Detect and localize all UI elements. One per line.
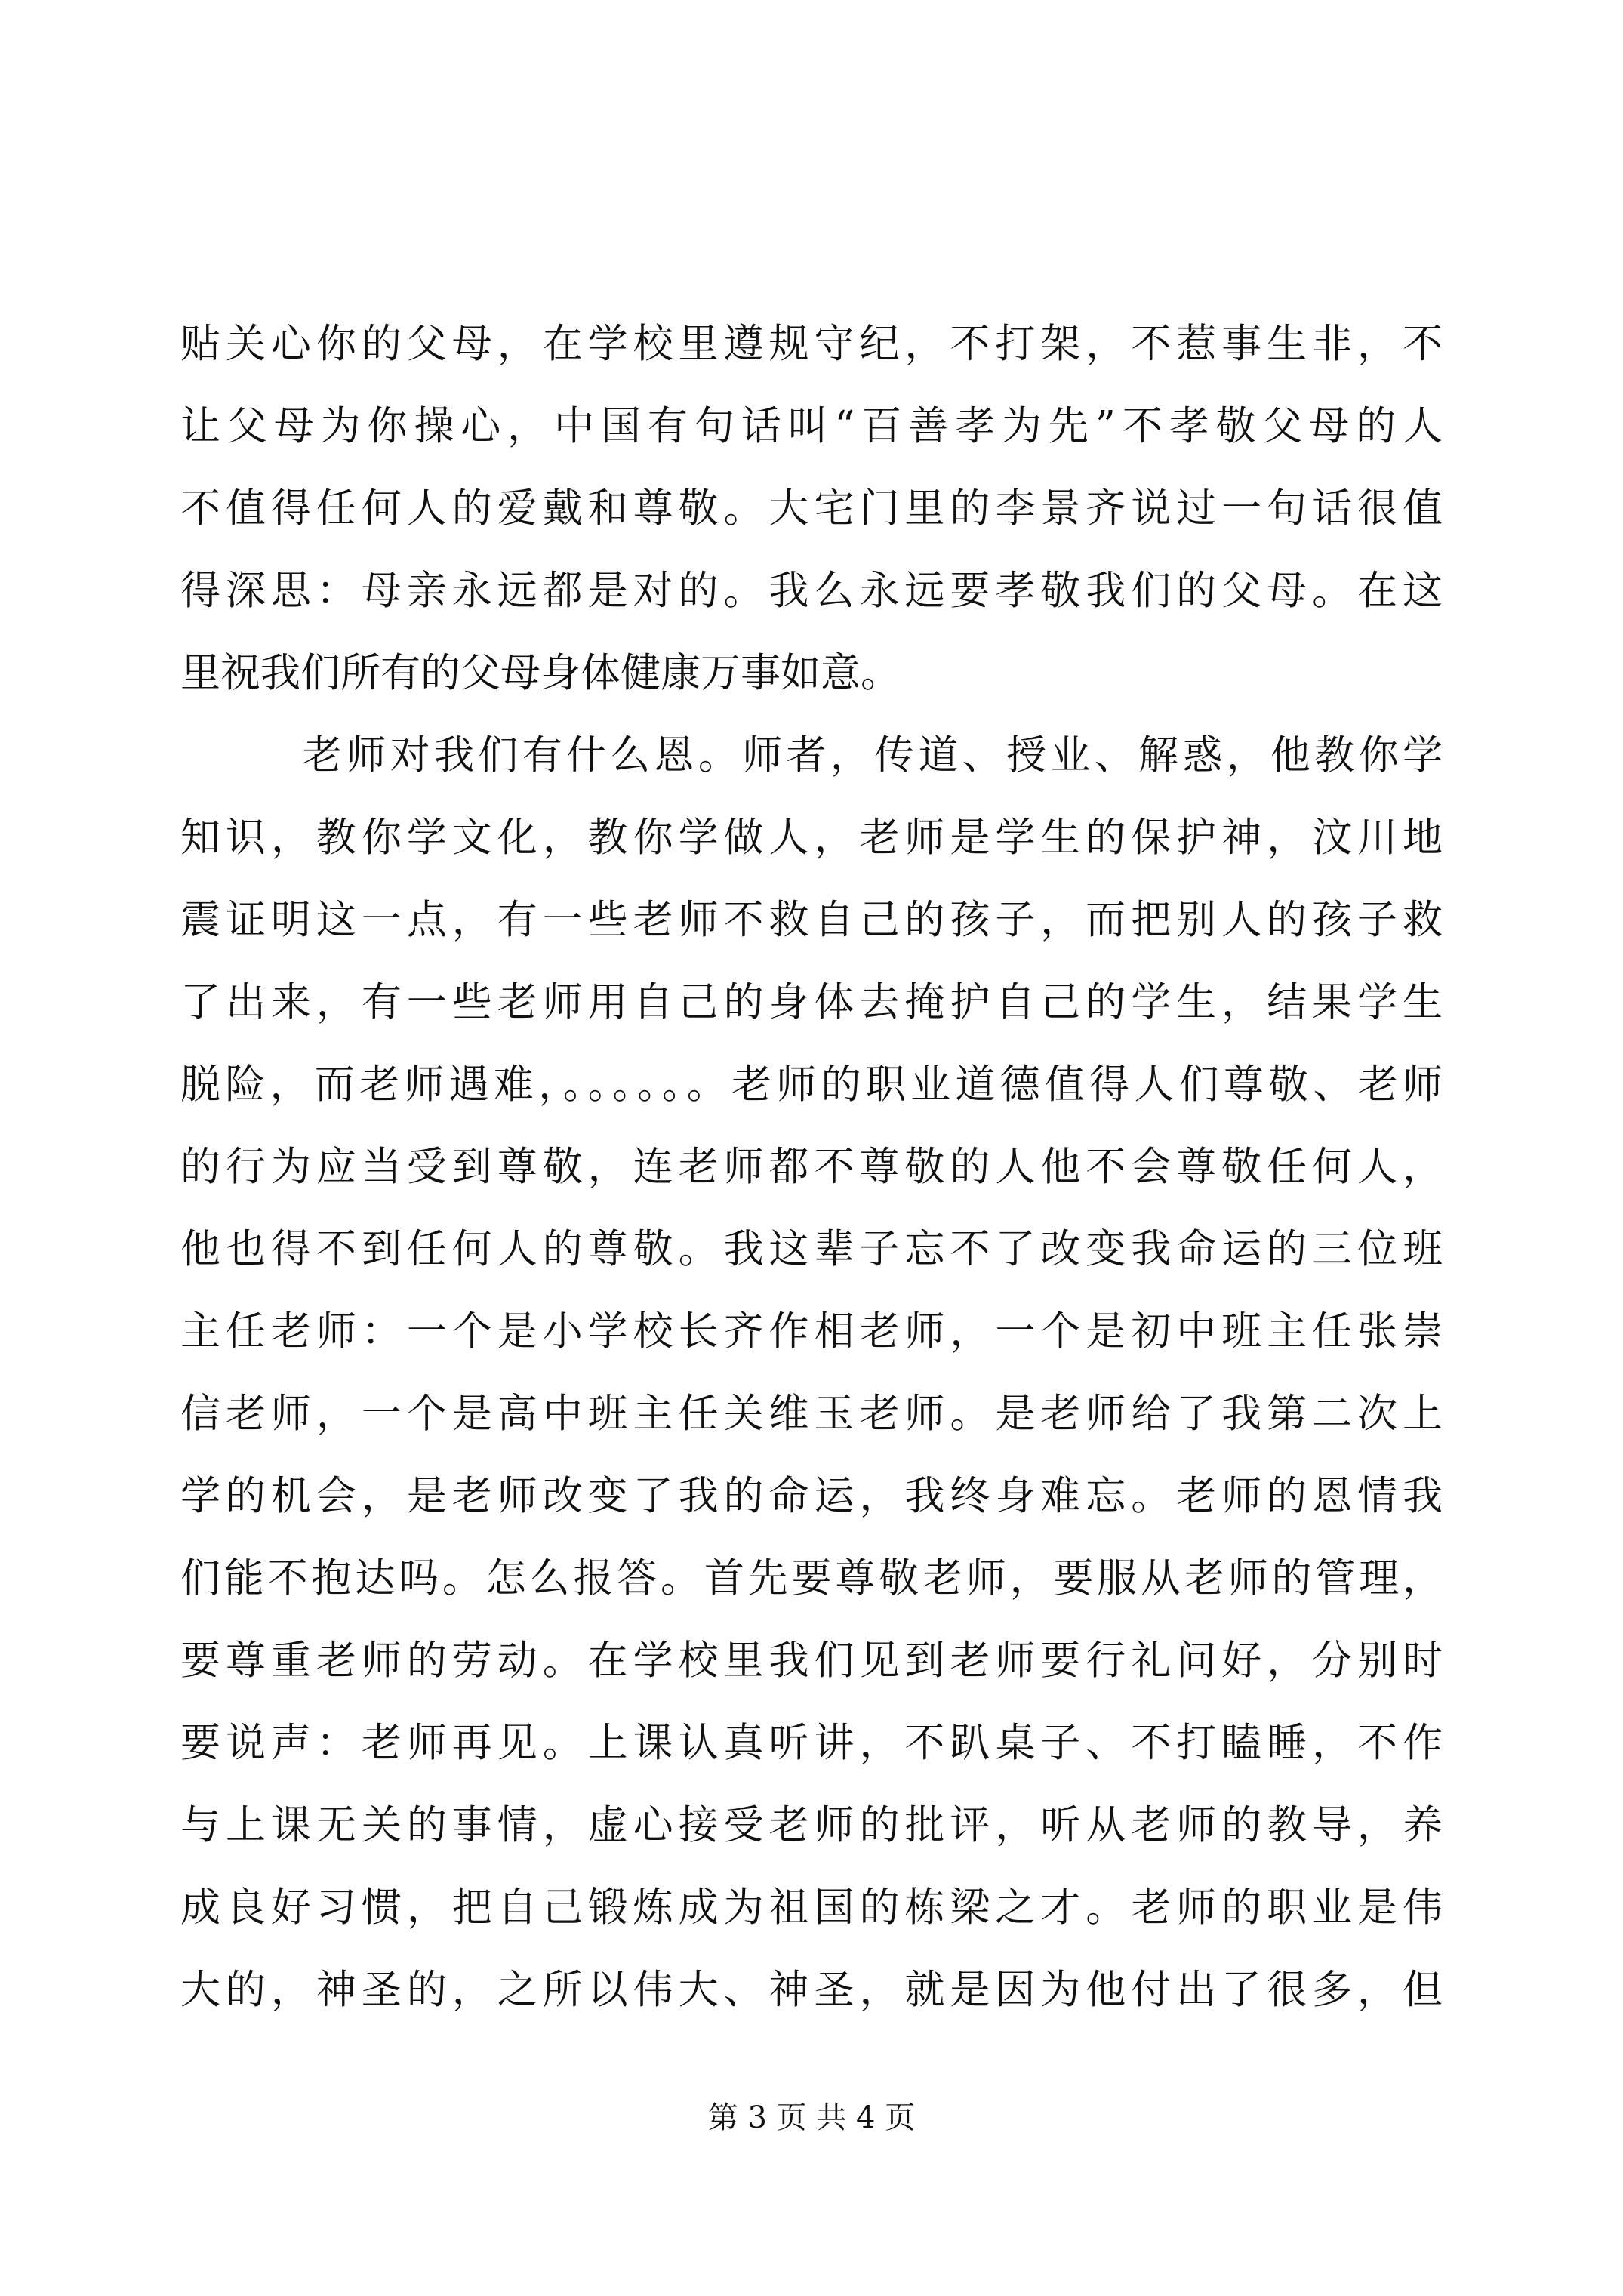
page-footer: 第 3 页 共 4 页	[707, 2100, 916, 2135]
text-line: 了出来，有一些老师用自己的身体去掩护自己的学生，结果学生	[180, 979, 1443, 1025]
text-line: 让父母为你操心，中国有句话叫“百善孝为先”不孝敬父母的人	[180, 403, 1443, 449]
text-line: 主任老师：一个是小学校长齐作相老师，一个是初中班主任张崇	[180, 1308, 1443, 1354]
text-line: 得深思：母亲永远都是对的。我么永远要孝敬我们的父母。在这	[180, 568, 1443, 614]
text-line: 们能不抱达吗。怎么报答。首先要尊敬老师，要服从老师的管理，	[180, 1555, 1443, 1601]
text-line: 贴关心你的父母，在学校里遵规守纪，不打架，不惹事生非，不	[180, 321, 1443, 367]
text-line: 脱险，而老师遇难，。。。。。。老师的职业道德值得人们尊敬、老师	[180, 1062, 1443, 1108]
text-line: 与上课无关的事情，虚心接受老师的批评，听从老师的教导，养	[180, 1802, 1443, 1848]
text-line: 成良好习惯，把自己锻炼成为祖国的栋梁之才。老师的职业是伟	[180, 1885, 1443, 1931]
text-line: 要说声：老师再见。上课认真听讲，不趴桌子、不打瞌睡，不作	[180, 1720, 1443, 1766]
text-line: 他也得不到任何人的尊敬。我这辈子忘不了改变我命运的三位班	[180, 1226, 1443, 1272]
text-line: 不值得任何人的爱戴和尊敬。大宅门里的李景齐说过一句话很值	[180, 485, 1443, 532]
text-line: 信老师，一个是高中班主任关维玉老师。是老师给了我第二次上	[180, 1391, 1443, 1437]
text-line: 老师对我们有什么恩。师者，传道、授业、解惑，他教你学	[302, 732, 1443, 778]
text-line: 的行为应当受到尊敬，连老师都不尊敬的人他不会尊敬任何人，	[180, 1144, 1443, 1190]
text-line: 大的，神圣的，之所以伟大、神圣，就是因为他付出了很多，但	[180, 1967, 1443, 2013]
text-line: 里祝我们所有的父母身体健康万事如意。	[180, 650, 901, 696]
text-line: 学的机会，是老师改变了我的命运，我终身难忘。老师的恩情我	[180, 1473, 1443, 1519]
text-line: 震证明这一点，有一些老师不救自己的孩子，而把别人的孩子救	[180, 897, 1443, 943]
text-line: 要尊重老师的劳动。在学校里我们见到老师要行礼问好，分别时	[180, 1638, 1443, 1684]
text-line: 知识，教你学文化，教你学做人，老师是学生的保护神，汶川地	[180, 815, 1443, 861]
